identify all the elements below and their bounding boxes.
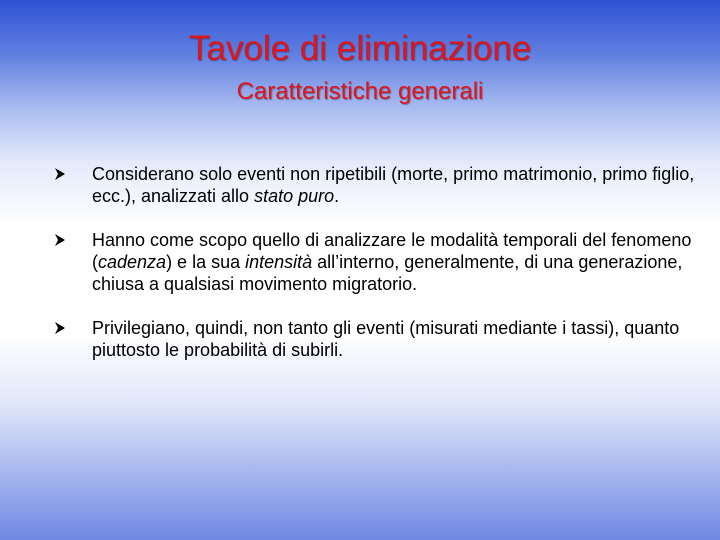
bullet-text	[92, 318, 679, 360]
bullet-item	[0, 317, 720, 361]
bullet-text-segment: ) e la sua	[166, 252, 246, 272]
bullet-text-italic-segment: stato puro	[254, 186, 335, 206]
bullet-text	[92, 230, 691, 294]
bullet-text-segment: .	[334, 186, 340, 206]
bullet-text-segment: Considerano solo eventi non ripetibili (morte, primo matrimonio, primo figlio, ecc.), analizzati allo	[92, 164, 695, 206]
bullet-list	[0, 163, 720, 383]
bullet-text-segment: Privilegiano, quindi, non tanto gli eventi (misurati mediante i tassi), quanto piuttosto le probabilità di subirli.	[92, 318, 680, 360]
arrowhead-bullet-icon	[54, 234, 66, 246]
bullet-text-italic-segment: cadenza	[98, 252, 167, 272]
bullet-item	[0, 229, 720, 295]
arrowhead-bullet-icon	[54, 322, 66, 334]
arrowhead-bullet-icon	[54, 168, 66, 180]
bullet-text-segment: Hanno come scopo quello di analizzare le modalità temporali del fenomeno (	[92, 230, 692, 272]
bullet-item	[0, 163, 720, 207]
bullet-text-italic-segment: intensità	[245, 252, 313, 272]
bullet-text-segment: all’interno, generalmente, di una generazione, chiusa a qualsiasi movimento migratorio.	[92, 252, 683, 294]
slide-title: Tavole di eliminazione	[188, 29, 532, 68]
bullet-text	[92, 164, 694, 206]
slide-subtitle: Caratteristiche generali	[236, 78, 484, 105]
